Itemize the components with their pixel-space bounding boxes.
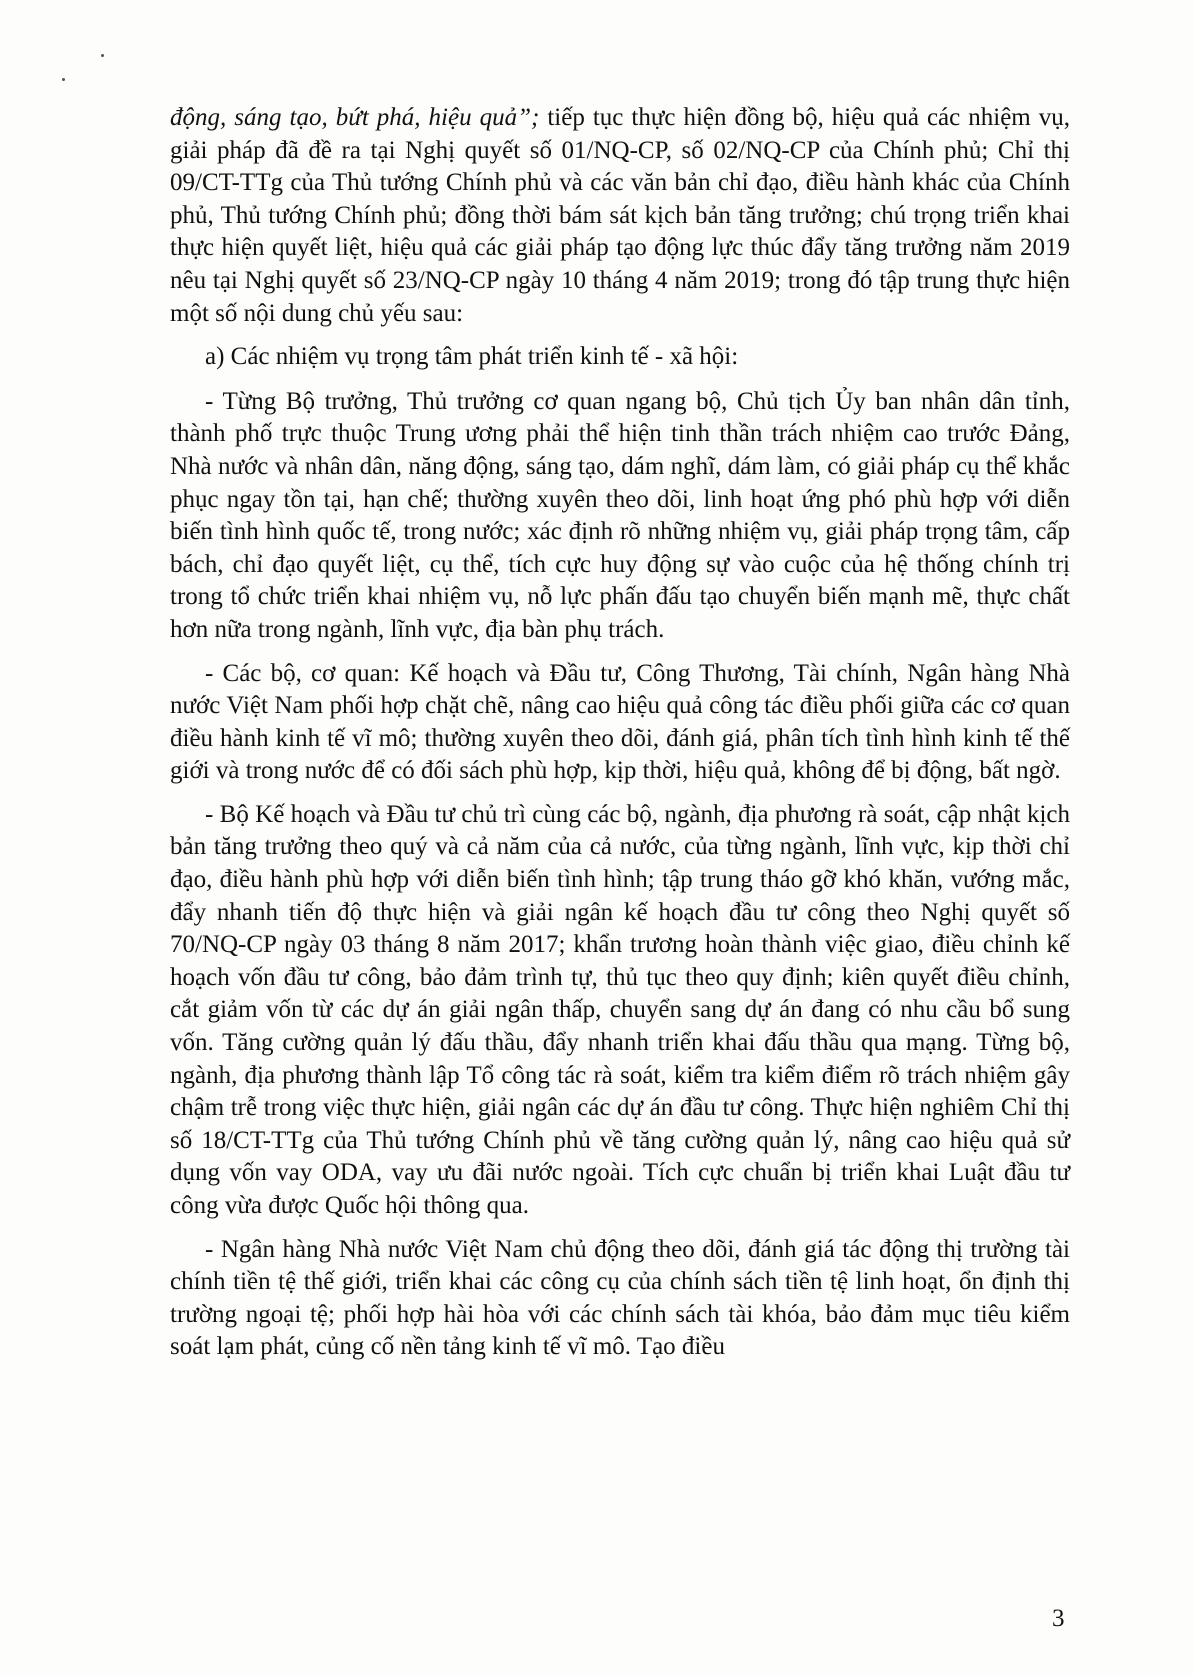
paragraph-ministers-responsibility: - Từng Bộ trưởng, Thủ trưởng cơ quan ngang bộ, Chủ tịch Ủy ban nhân dân tỉnh, thành phố trực thuộc Trung ương phải thể hiện tinh thần trách nhiệm cao trước Đảng, Nhà nước và nhân dân, năng động, sáng tạo, dám nghĩ, dám làm, có giải pháp cụ thể khắc phục ngay tồn tại, hạn chế; thường xuyên theo dõi, linh hoạt ứng phó phù hợp với diễn biến tình hình quốc tế, trong nước; xác định rõ những nhiệm vụ, giải pháp trọng tâm, cấp bách, chỉ đạo quyết liệt, cụ thể, tích cực huy động sự vào cuộc của hệ thống chính trị trong tổ chức triển khai nhiệm vụ, nỗ lực phấn đấu tạo chuyển biến mạnh mẽ, thực chất hơn nữa trong ngành, lĩnh vực, địa bàn phụ trách. xyxy=(170,387,1070,643)
paragraph-text: tiếp tục thực hiện đồng bộ, hiệu quả các nhiệm vụ, giải pháp đã đề ra tại Nghị quyết số 01/NQ-CP, số 02/NQ-CP của Chính phủ; Chỉ thị 09/CT-TTg của Thủ tướng Chính phủ và các văn bản chỉ đạo, điều hành khác của Chính phủ, Thủ tướng Chính phủ; đồng thời bám sát kịch bản tăng trưởng; chú trọng triển khai thực hiện quyết liệt, hiệu quả các giải pháp tạo động lực thúc đẩy tăng trưởng năm 2019 nêu tại Nghị quyết số 23/NQ-CP ngày 10 tháng 4 năm 2019; trong đó tập trung thực hiện một số nội dung chủ yếu sau: xyxy=(170,104,1070,327)
paragraph-state-bank: - Ngân hàng Nhà nước Việt Nam chủ động theo dõi, đánh giá tác động thị trường tài chính tiền tệ thế giới, triển khai các công cụ của chính sách tiền tệ linh hoạt, ổn định thị trường ngoại tệ; phối hợp hài hòa với các chính sách tài khóa, bảo đảm mục tiêu kiểm soát lạm phát, củng cố nền tảng kinh tế vĩ mô. Tạo điều xyxy=(170,1235,1070,1361)
italic-quote-fragment: động, sáng tạo, bứt phá, hiệu quả”; xyxy=(170,104,540,131)
paragraph-macro-coordination: - Các bộ, cơ quan: Kế hoạch và Đầu tư, Công Thương, Tài chính, Ngân hàng Nhà nước Việt Nam phối hợp chặt chẽ, nâng cao hiệu quả công tác điều phối giữa các cơ quan điều hành kinh tế vĩ mô; thường xuyên theo dõi, đánh giá, phân tích tình hình kinh tế thế giới và trong nước để có đối sách phù hợp, kịp thời, hiệu quả, không để bị động, bất ngờ. xyxy=(170,659,1070,785)
paragraph-intro-continuation xyxy=(170,102,1070,330)
document-body xyxy=(170,102,1070,1375)
scan-speck xyxy=(101,54,104,57)
page-number: 3 xyxy=(1052,1605,1065,1632)
paragraph-planning-investment: - Bộ Kế hoạch và Đầu tư chủ trì cùng các bộ, ngành, địa phương rà soát, cập nhật kịch bản tăng trưởng theo quý và cả năm của cả nước, của từng ngành, lĩnh vực, kịp thời chỉ đạo, điều hành phù hợp với diễn biến tình hình; tập trung tháo gỡ khó khăn, vướng mắc, đẩy nhanh tiến độ thực hiện và giải ngân kế hoạch đầu tư công theo Nghị quyết số 70/NQ-CP ngày 03 tháng 8 năm 2017; khẩn trương hoàn thành việc giao, điều chỉnh kế hoạch vốn đầu tư công, bảo đảm trình tự, thủ tục theo quy định; kiên quyết điều chỉnh, cắt giảm vốn từ các dự án giải ngân thấp, chuyển sang dự án đang có nhu cầu bổ sung vốn. Tăng cường quản lý đấu thầu, đẩy nhanh triển khai đấu thầu qua mạng. Từng bộ, ngành, địa phương thành lập Tổ công tác rà soát, kiểm tra kiểm điểm rõ trách nhiệm gây chậm trễ trong việc thực hiện, giải ngân các dự án đầu tư công. Thực hiện nghiêm Chỉ thị số 18/CT-TTg của Thủ tướng Chính phủ về tăng cường quản lý, nâng cao hiệu quả sử dụng vốn vay ODA, vay ưu đãi nước ngoài. Tích cực chuẩn bị triển khai Luật đầu tư công vừa được Quốc hội thông qua. xyxy=(170,800,1070,1219)
section-heading-a: a) Các nhiệm vụ trọng tâm phát triển kinh tế - xã hội: xyxy=(205,343,739,371)
scan-speck xyxy=(62,78,65,81)
